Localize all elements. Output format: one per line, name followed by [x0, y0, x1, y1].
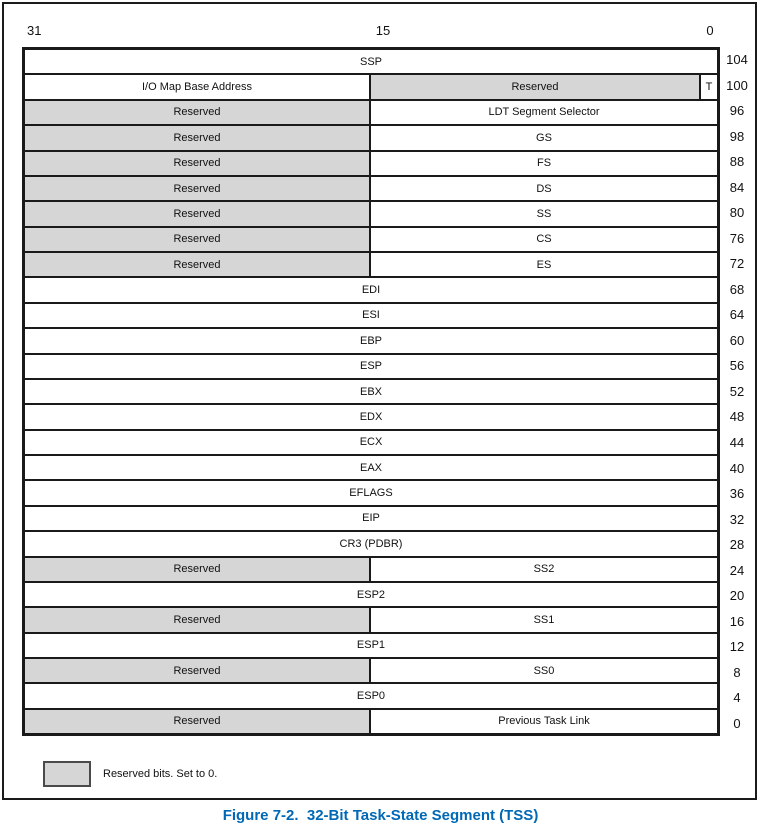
field-cell: SSP: [25, 50, 717, 73]
tss-row: [25, 177, 717, 202]
byte-offset-label: 44: [729, 434, 745, 450]
bit-position-label-31: 31: [27, 23, 42, 38]
reserved-cell: Reserved: [25, 152, 369, 175]
field-cell: SS1: [369, 608, 717, 631]
byte-offset-label: 96: [729, 103, 745, 119]
tss-row: [25, 152, 717, 177]
reserved-cell: Reserved: [25, 659, 369, 682]
byte-offset-label: 24: [729, 562, 745, 578]
field-cell: ES: [369, 253, 717, 276]
reserved-cell: Reserved: [25, 558, 369, 581]
field-cell: ESP1: [25, 634, 717, 657]
reserved-cell: Reserved: [25, 710, 369, 733]
tss-row: [25, 355, 717, 380]
byte-offset-label: 40: [729, 460, 745, 476]
tss-row: [25, 659, 717, 684]
field-cell: ESP2: [25, 583, 717, 606]
byte-offset-label: 36: [729, 486, 745, 502]
byte-offset-label: 104: [726, 52, 748, 68]
bit-position-label-0: 0: [706, 23, 714, 38]
byte-offset-label: 84: [729, 179, 745, 195]
tss-row: [25, 278, 717, 303]
tss-row: [25, 710, 717, 733]
field-cell: EFLAGS: [25, 481, 717, 504]
tss-row: [25, 583, 717, 608]
tss-row: [25, 50, 717, 75]
legend-label: Reserved bits. Set to 0.: [103, 768, 218, 780]
byte-offset-label: 72: [729, 256, 745, 272]
byte-offset-label: 60: [729, 332, 745, 348]
field-cell: EDX: [25, 405, 717, 428]
field-cell: EBP: [25, 329, 717, 352]
byte-offset-label: 88: [729, 154, 745, 170]
field-cell: SS2: [369, 558, 717, 581]
byte-offset-label: 0: [733, 715, 741, 731]
field-cell: EIP: [25, 507, 717, 530]
field-cell: EDI: [25, 278, 717, 301]
field-cell: ESP: [25, 355, 717, 378]
tss-row: [25, 634, 717, 659]
field-cell: ESP0: [25, 684, 717, 707]
field-cell: T: [699, 75, 717, 98]
byte-offset-label: 12: [729, 639, 745, 655]
field-cell: FS: [369, 152, 717, 175]
tss-row: [25, 684, 717, 709]
offset-column: [721, 47, 753, 736]
byte-offset-label: 28: [729, 537, 745, 553]
field-cell: CS: [369, 228, 717, 251]
tss-row: [25, 431, 717, 456]
field-cell: CR3 (PDBR): [25, 532, 717, 555]
byte-offset-label: 52: [729, 383, 745, 399]
field-cell: DS: [369, 177, 717, 200]
byte-offset-label: 80: [729, 205, 745, 221]
reserved-cell: Reserved: [25, 126, 369, 149]
tss-row: [25, 253, 717, 278]
byte-offset-label: 4: [733, 690, 741, 706]
tss-row: [25, 481, 717, 506]
field-cell: EBX: [25, 380, 717, 403]
byte-offset-label: 68: [729, 281, 745, 297]
field-cell: ESI: [25, 304, 717, 327]
tss-row: [25, 532, 717, 557]
reserved-cell: Reserved: [25, 177, 369, 200]
field-cell: LDT Segment Selector: [369, 101, 717, 124]
field-cell: ECX: [25, 431, 717, 454]
byte-offset-label: 56: [729, 358, 745, 374]
tss-row: [25, 126, 717, 151]
byte-offset-label: 20: [729, 588, 745, 604]
field-cell: GS: [369, 126, 717, 149]
field-cell: SS0: [369, 659, 717, 682]
field-cell: I/O Map Base Address: [25, 75, 369, 98]
byte-offset-label: 8: [733, 664, 741, 680]
reserved-cell: Reserved: [25, 253, 369, 276]
field-cell: Previous Task Link: [369, 710, 717, 733]
tss-row: [25, 75, 717, 100]
reserved-cell: Reserved: [25, 608, 369, 631]
byte-offset-label: 48: [729, 409, 745, 425]
reserved-cell: Reserved: [25, 101, 369, 124]
reserved-cell: Reserved: [25, 202, 369, 225]
byte-offset-label: 16: [729, 613, 745, 629]
tss-row: [25, 101, 717, 126]
tss-table: [22, 47, 720, 736]
tss-row: [25, 380, 717, 405]
tss-row: [25, 228, 717, 253]
byte-offset-label: 32: [729, 511, 745, 527]
tss-row: [25, 507, 717, 532]
byte-offset-label: 64: [729, 307, 745, 323]
tss-row: [25, 405, 717, 430]
legend: [43, 761, 217, 787]
tss-row: [25, 558, 717, 583]
tss-row: [25, 329, 717, 354]
byte-offset-label: 98: [729, 128, 745, 144]
reserved-cell: Reserved: [369, 75, 699, 98]
tss-row: [25, 608, 717, 633]
tss-row: [25, 456, 717, 481]
byte-offset-label: 76: [729, 230, 745, 246]
byte-offset-label: 100: [726, 77, 748, 93]
reserved-swatch: [43, 761, 91, 787]
reserved-cell: Reserved: [25, 228, 369, 251]
tss-row: [25, 202, 717, 227]
field-cell: SS: [369, 202, 717, 225]
field-cell: EAX: [25, 456, 717, 479]
figure-caption: Figure 7-2. 32-Bit Task-State Segment (TSS): [222, 807, 539, 824]
tss-row: [25, 304, 717, 329]
bit-position-label-15: 15: [375, 23, 391, 38]
